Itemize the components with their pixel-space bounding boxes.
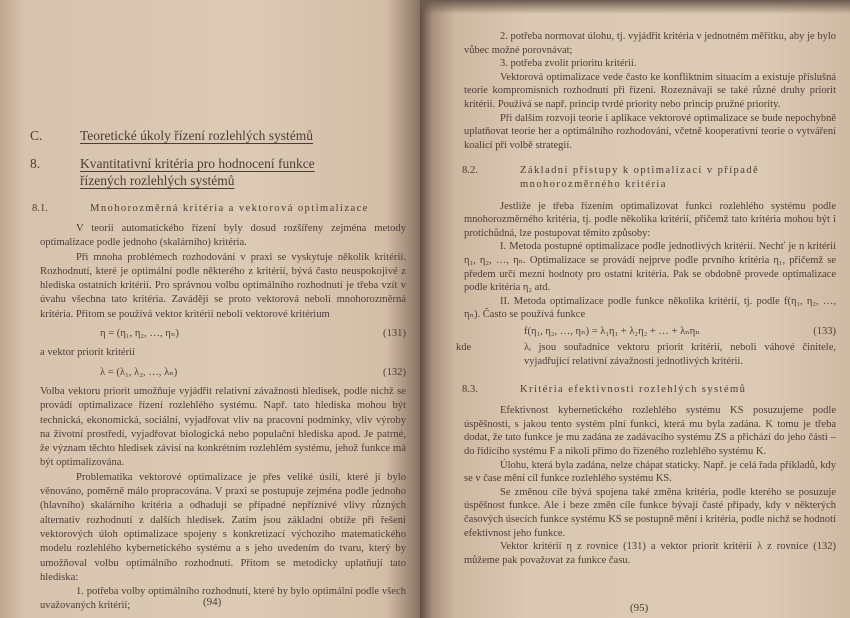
section-8-2-heading (464, 164, 836, 191)
part-label: C. (30, 128, 43, 143)
left-body (40, 222, 406, 614)
section-title: Mnohorozměrná kritéria a vektorová optimalizace (90, 203, 369, 214)
paragraph: 3. potřeba zvolit prioritu kritérií. (500, 58, 637, 70)
equation-133 (464, 325, 836, 339)
chapter-number: 8. (30, 156, 41, 171)
paragraph: Vektorová optimalizace vede často ke konfliktním situacím a existuje příslušná teorie kompromisních rozhodnutí při řízení. Rozeznávají se také různé druhy priorit kritérií. Používá se např. princip tvrdé priority nebo princip pružné priority. (464, 71, 836, 110)
page-number: (95) (630, 602, 649, 614)
equation-number: (133) (813, 325, 836, 337)
chapter-title-line1: Kvantitativní kritéria pro hodnocení funkce (80, 156, 315, 171)
paragraph: Vektor kritérií η z rovnice (131) a vektor priorit kritérií λ z rovnice (132) můžeme pak považovat za funkce času. (464, 541, 836, 566)
section-8-1-heading (34, 202, 404, 216)
paragraph: Jestliže je třeba řízením optimalizovat funkci rozlehlého systému podle mnohorozměrného kritéria, tj. podle několika kritérií, přičemž tato kritéria mohou být i protichůdná, lze postupovat těmito způsoby: (464, 200, 836, 239)
where-clause (456, 341, 836, 368)
right-page (420, 0, 850, 618)
equation-text: λ = (λ₁, λ₂, …, λₙ) (100, 366, 178, 378)
where-label: kde (456, 342, 472, 354)
equation-132 (40, 366, 406, 380)
right-body (456, 30, 836, 567)
paragraph: V teorii automatického řízení byly dosud rozšířeny zejména metody optimalizace podle jednoho (skalárního) kritéria. (40, 223, 406, 249)
paragraph: 2. potřeba normovat úlohu, tj. vyjádřit kritéria v jednotném měřítku, aby je bylo vůbec možné porovnávat; (464, 31, 836, 56)
equation-131 (40, 327, 406, 341)
paragraph: II. Metoda optimalizace podle funkce několika kritérií, tj. podle f(η₁, η₂, …, ηₙ). Často se používá funkce (464, 295, 836, 321)
paragraph: Efektivnost kybernetického rozlehlého systému KS posuzujeme podle úspěšnosti, s jakou tento systém plní funkci, která mu byla zadána. K tomu je třeba dodat, že tato funkce je mu zadána ze zadávacího systému ZS a přichází do jeho části – do řídicího systému F a nikoli přímo do řízeného rozlehlého systému K. (464, 405, 836, 458)
paragraph: 1. potřeba volby optimálního rozhodnutí, které by bylo optimální podle všech uvažovaných kritérií; (40, 586, 406, 612)
paragraph: a vektor priorit kritérií (40, 347, 136, 359)
equation-text: η = (η₁, η₂, …, ηₙ) (100, 328, 179, 340)
left-page (0, 0, 420, 618)
paragraph: Při dalším rozvoji teorie i aplikace vektorové optimalizace se bude nepochybně uplatňovat teorie her a optimálního rozhodování, včetně kooperativní teorie o vytváření koalicí při volbě strategií. (464, 112, 836, 151)
page-number: (94) (203, 596, 222, 608)
section-number: 8.2. (462, 165, 478, 177)
section-8-3-heading (464, 383, 836, 397)
paragraph: Úlohu, která byla zadána, nelze chápat staticky. Např. je celá řada příkladů, kdy se v čase mění cíl funkce rozlehlého systému KS. (464, 459, 836, 485)
section-number: 8.1. (32, 203, 48, 214)
equation-text: f(η₁, η₂, …, ηₙ) = λ₁η₁ + λ₂η₂ + … + λₙηₙ (524, 325, 700, 337)
equation-number: (131) (383, 328, 406, 340)
paragraph: Problematika vektorové optimalizace je přes veliké úsilí, které jí bylo věnováno, poměrně málo propracována. V praxi se postupuje zejména podle jednoho (hlavního) skalárního kritéria a odhadují se případné nepříznivé vlivy různých alternativ rozhodnutí z dalších hledisek. Zatím jsou základní obtíže při řešení vektorových úloh optimalizace spojeny s konkretizací výchozího matematického modelu rozlehlého kybernetického systému a s jeho uvedením do tvaru, který by umožňoval volbu optimálního rozhodnutí. Přitom se metodicky uplatňují tato hlediska: (40, 471, 406, 583)
paragraph: Se změnou cíle bývá spojena také změna kritéria, podle kterého se posuzuje úspěšnost funkce. Ale i beze změn cíle funkce bývají časté případy, kdy v některých časových úsecích funkce systému KS se postupně mění i kritéria, podle nichž se hodnotí efektivnost jeho funkce. (464, 486, 836, 539)
part-title: Teoretické úkoly řízení rozlehlých systémů (80, 128, 313, 143)
paragraph: Při mnoha problémech rozhodování v praxi se vyskytuje několik kritérií. Rozhodnutí, které je optimální podle některého z kritérií, bývá často neuspokojivé z hlediska ostatních kritérií. Pro správnou volbu optimálního rozhodnutí je třeba vzít v úvahu všechna tato kritéria. Zavádějí se proto vektorová neboli mnohorozměrná kritéria. Přitom se používá vektor kritérií neboli vektorové kritérium (40, 251, 406, 320)
equation-number: (132) (383, 366, 406, 378)
section-title: Kritéria efektivnosti rozlehlých systémů (520, 383, 747, 395)
paragraph: I. Metoda postupné optimalizace podle jednotlivých kritérií. Nechť je n kritérií η₁, η₂, …, ηₙ. Optimalizace se provádí nejprve podle prvního kritéria η₁, přičemž se předem určí mezní hodnoty pro ostatní kritéria. Pak se obdobně provede optimalizace podle kritéria η₂ atd. (464, 241, 836, 294)
where-text: λᵢ jsou souřadnice vektoru priorit kritérií, neboli váhové činitele, vyjadřující relativní závažnosti jednotlivých kritérií. (524, 342, 836, 368)
section-number: 8.3. (462, 383, 478, 395)
section-title: Základní přístupy k optimalizaci v případě mnohorozměrného kritéria (520, 165, 760, 190)
paragraph: Volba vektoru priorit umožňuje vyjádřit relativní závažnosti hledisek, podle nichž se provádí optimalizace řízení rozlehlého systému. Např. tato hlediska mohou být technická, ekonomická, sociální, vyjadřovat vliv na pracovní podmínky, vliv výroby na životní prostředí, vyjadřovat biologická nebo populační hlediska apod. Je patrné, že význam těchto hledisek závisí na konkrétním rozlehlém systému, jehož funkce má být optimalizována. (40, 385, 406, 469)
chapter-title-line2: řízených rozlehlých systémů (80, 173, 235, 188)
